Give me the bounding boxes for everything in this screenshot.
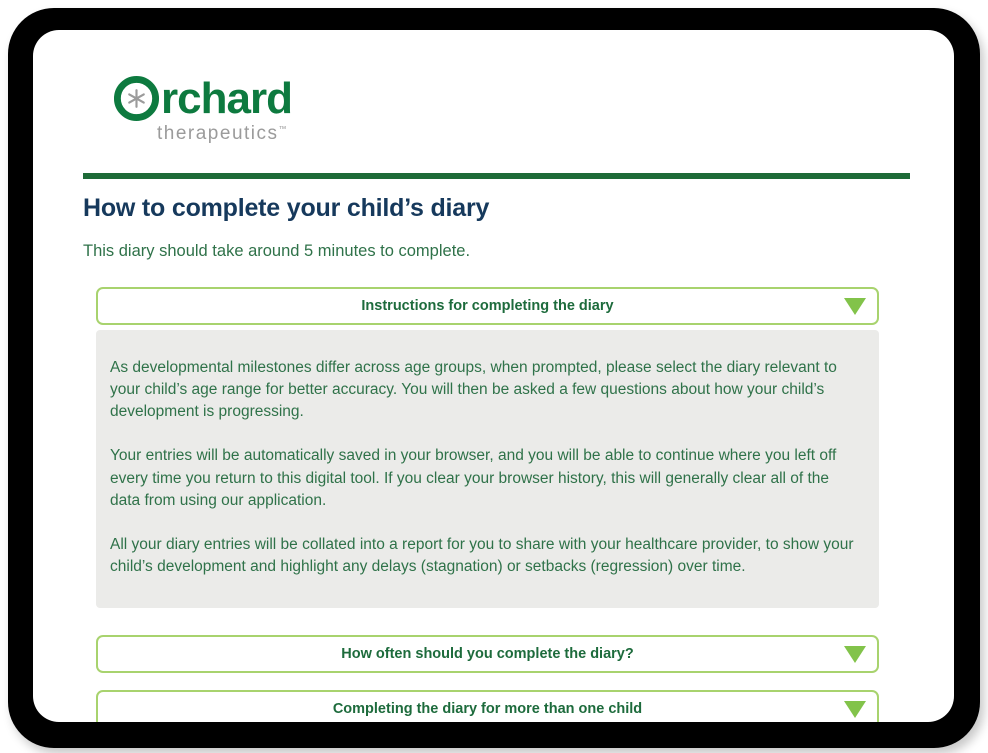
- app-screen: [33, 30, 954, 722]
- page-subtitle: This diary should take around 5 minutes to complete.: [83, 242, 471, 260]
- accordion-body-instructions: [96, 330, 879, 608]
- accordion-multiple-children: [96, 690, 879, 722]
- page-title: How to complete your child’s diary: [83, 194, 490, 222]
- accordion-header-frequency[interactable]: [96, 635, 879, 673]
- logo-wordmark: rchard: [161, 73, 292, 123]
- triangle-down-icon: [844, 701, 866, 718]
- header-divider: [83, 173, 910, 179]
- logo-subtext: therapeutics™: [157, 123, 287, 144]
- accordion-label: How often should you complete the diary?: [341, 646, 634, 663]
- accordion-header-instructions[interactable]: [96, 287, 879, 325]
- triangle-down-icon: [844, 646, 866, 663]
- trademark-symbol: ™: [278, 124, 287, 134]
- instructions-paragraph-1: As developmental milestones differ across age groups, when prompted, please select the diary relevant to your child’s age range for better accuracy. You will then be asked a few questions about how your child’s development is progressing.: [110, 359, 837, 421]
- triangle-down-icon: [844, 298, 866, 315]
- accordion-frequency: [96, 635, 879, 673]
- accordion-list: [96, 287, 879, 722]
- device-frame: [8, 8, 980, 748]
- accordion-instructions: [96, 287, 879, 608]
- instructions-paragraph-2: Your entries will be automatically saved in your browser, and you will be able to continue where you left off every time you return to this digital tool. If you clear your browser history, this will generally clear all of the data from using our application.: [110, 447, 837, 509]
- accordion-label: Instructions for completing the diary: [361, 298, 614, 314]
- accordion-header-multiple-children[interactable]: [96, 690, 879, 722]
- accordion-label: Completing the diary for more than one child: [332, 701, 643, 718]
- apple-core-o-icon: [113, 75, 160, 122]
- orchard-logo: [113, 73, 292, 144]
- instructions-paragraph-3: All your diary entries will be collated into a report for you to share with your healthcare provider, to show your child’s development and highlight any delays (stagnation) or setbacks (regression) over time.: [110, 535, 854, 576]
